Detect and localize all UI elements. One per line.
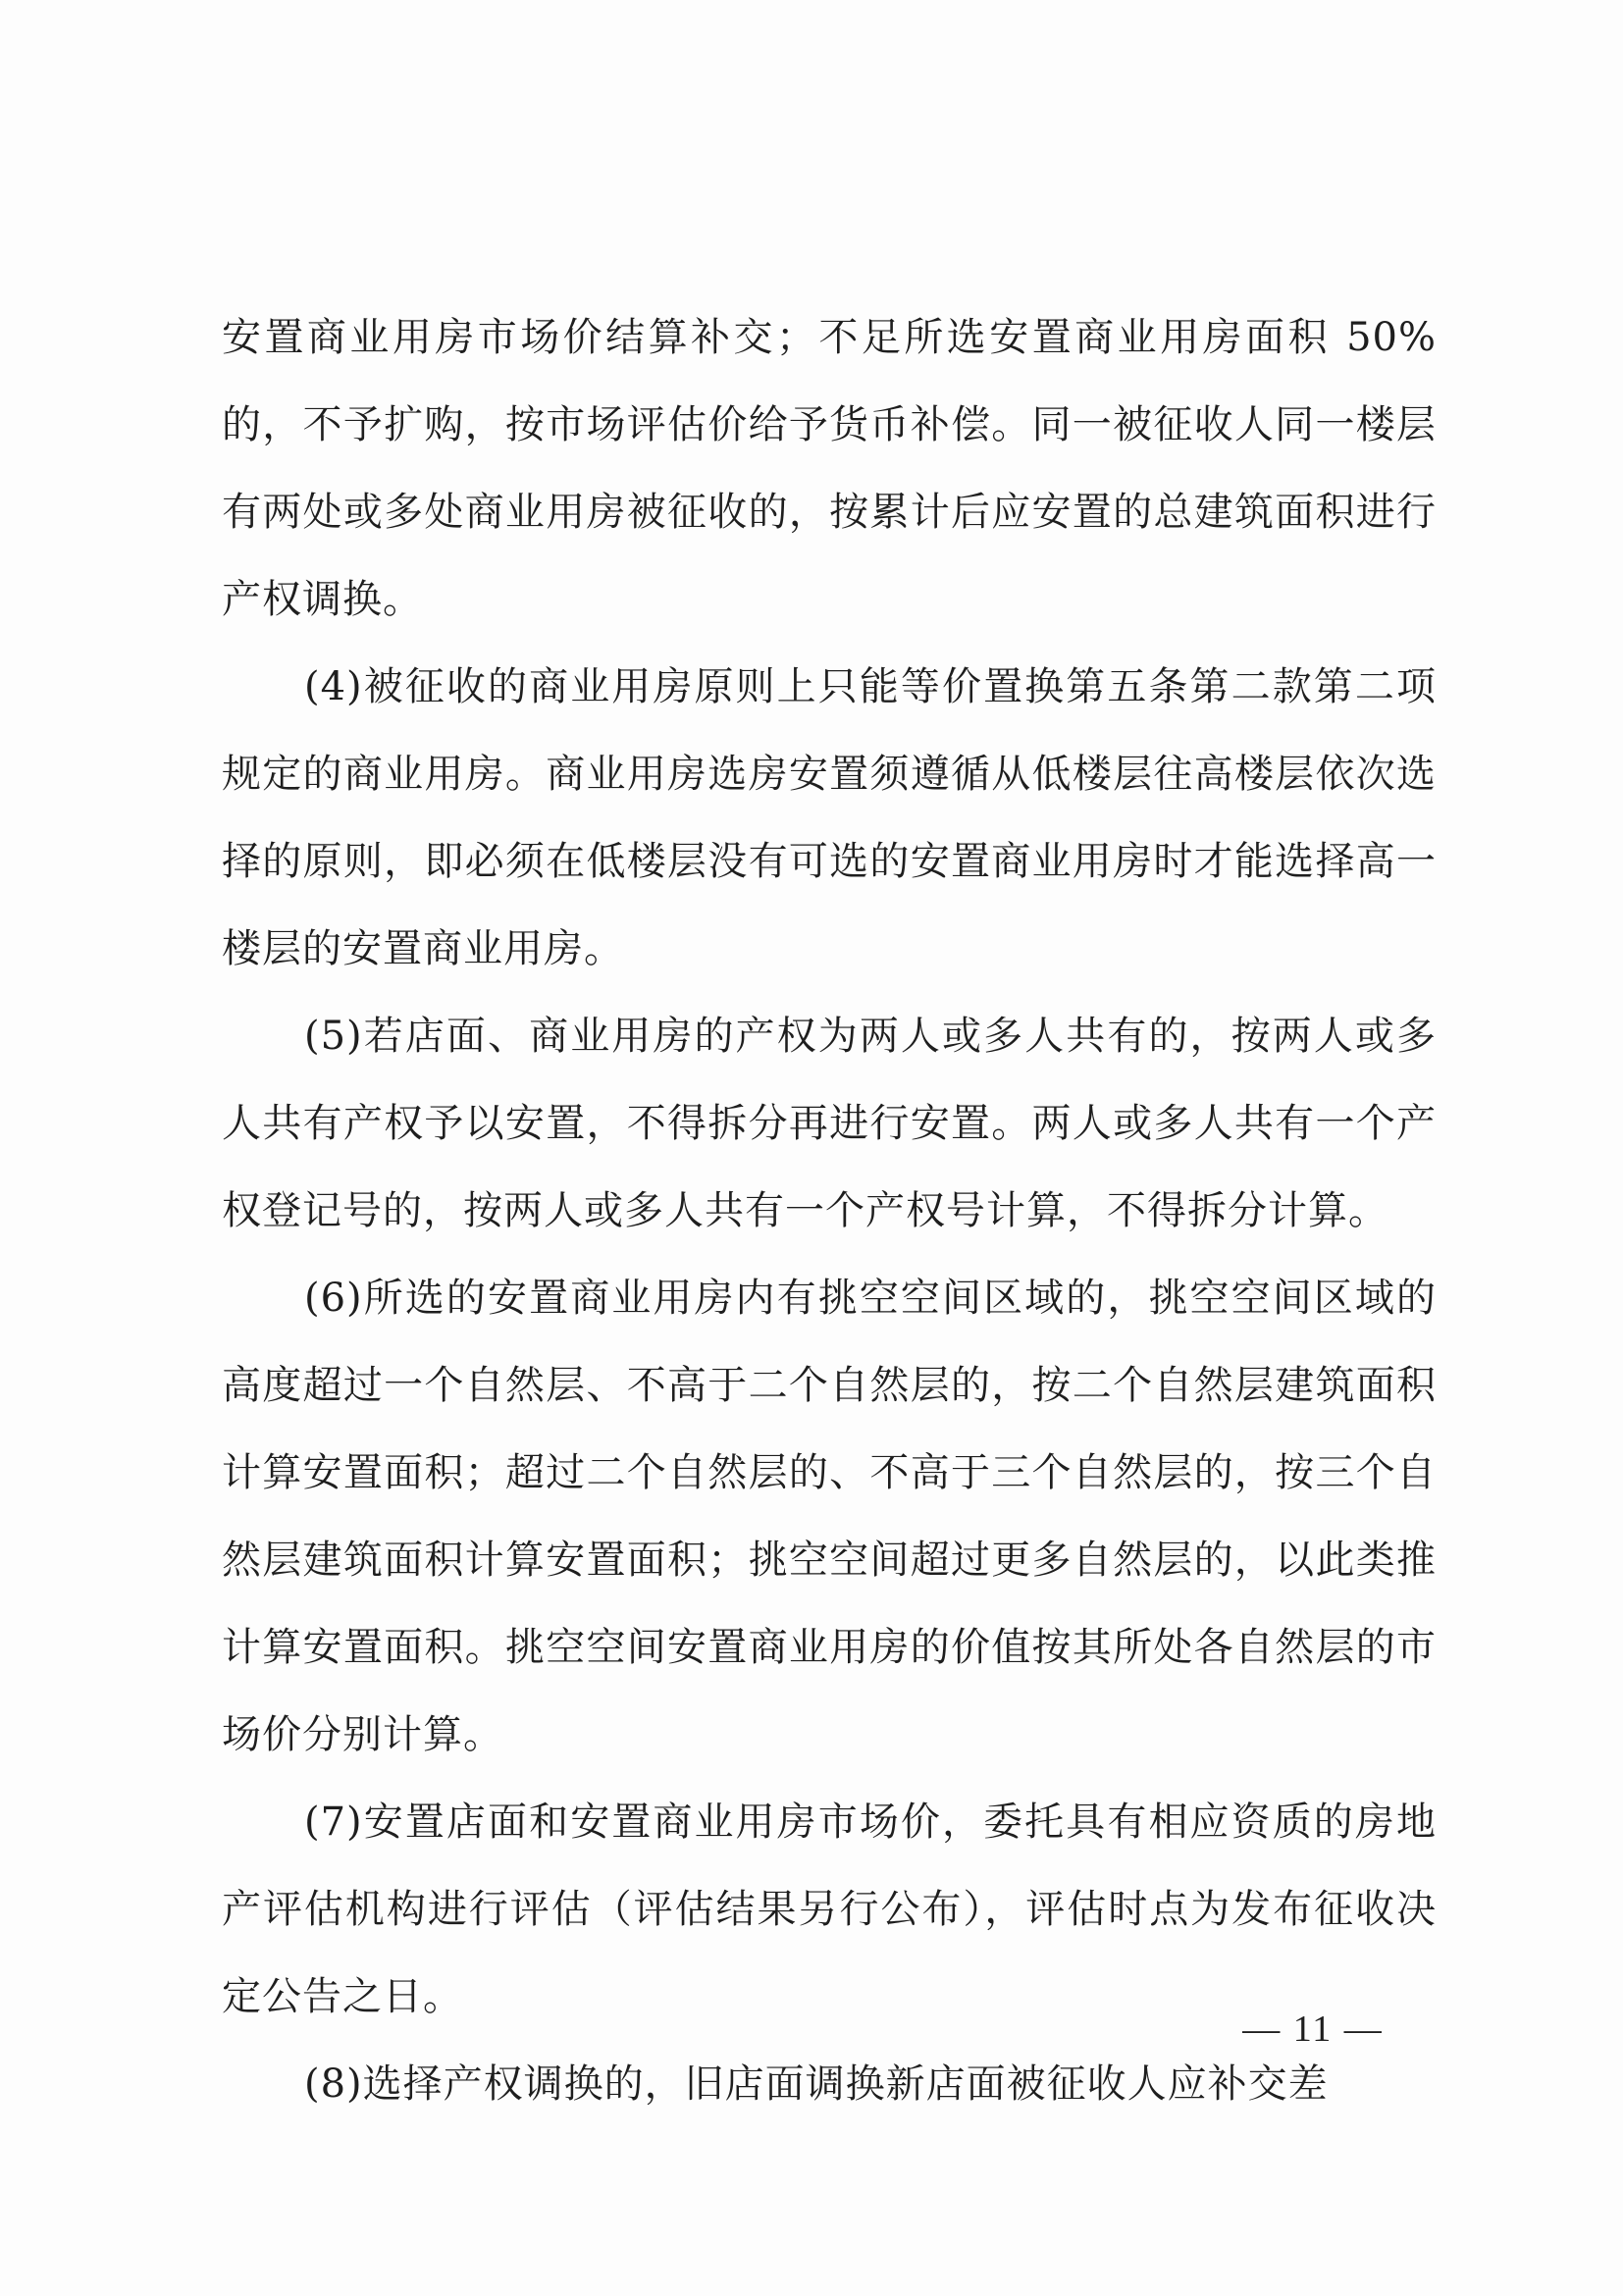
body-text bbox=[222, 294, 1437, 2128]
paragraph-item-4: (4)被征收的商业用房原则上只能等价置换第五条第二款第二项规定的商业用房。商业用房选房安置须遵循从低楼层往高楼层依次选择的原则，即必须在低楼层没有可选的安置商业用房时才能选择高一楼层的安置商业用房。 bbox=[222, 664, 1437, 971]
paragraph-item-7: (7)安置店面和安置商业用房市场价，委托具有相应资质的房地产评估机构进行评估（评估结果另行公布），评估时点为发布征收决定公告之日。 bbox=[222, 1800, 1437, 2019]
paragraph-item-6: (6)所选的安置商业用房内有挑空空间区域的，挑空空间区域的高度超过一个自然层、不高于二个自然层的，按二个自然层建筑面积计算安置面积；超过二个自然层的、不高于三个自然层的，按三个自然层建筑面积计算安置面积；挑空空间超过更多自然层的，以此类推计算安置面积。挑空空间安置商业用房的价值按其所处各自然层的市场价分别计算。 bbox=[222, 1276, 1437, 1757]
paragraph-continuation: 安置商业用房市场价结算补交；不足所选安置商业用房面积 50%的，不予扩购，按市场评估价给予货币补偿。同一被征收人同一楼层有两处或多处商业用房被征收的，按累计后应安置的总建筑面积进行产权调换。 bbox=[222, 315, 1437, 622]
paragraph-item-5: (5)若店面、商业用房的产权为两人或多人共有的，按两人或多人共有产权予以安置，不得拆分再进行安置。两人或多人共有一个产权登记号的，按两人或多人共有一个产权号计算，不得拆分计算。 bbox=[222, 1014, 1437, 1233]
paragraph-item-8: (8)选择产权调换的，旧店面调换新店面被征收人应补交差 bbox=[304, 2061, 1329, 2107]
page-number: — 11 — bbox=[1242, 2009, 1384, 2050]
